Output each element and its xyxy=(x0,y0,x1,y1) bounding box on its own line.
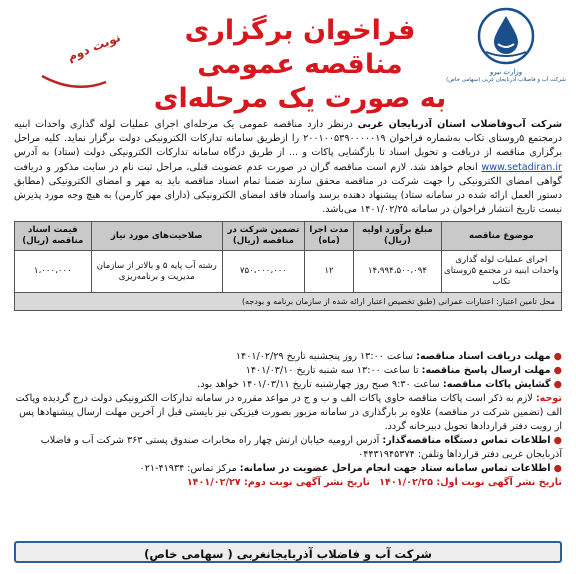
deadline-item xyxy=(14,350,562,364)
table-header: مدت اجرا (ماه) xyxy=(304,222,353,251)
bullet-icon: ● xyxy=(550,379,562,390)
intro-paragraph xyxy=(14,118,562,217)
table-header: مبلغ برآورد اولیه (ریال) xyxy=(354,222,442,251)
publish-dates xyxy=(14,476,562,490)
contact-label: اطلاعات تماس سامانه ستاد جهت انجام مراحل عضویت در سامانه: xyxy=(239,463,551,474)
table-header: تضمین شرکت در مناقصه (ریال) xyxy=(222,222,304,251)
table-row xyxy=(15,251,562,293)
company-label: شرکت آب و فاضلاب آذربایجان غربی (سهامی خاص) xyxy=(446,77,566,83)
deadline-text: ساعت ۹:۳۰ صبح روز چهارشنبه تاریخ ۱۴۰۱/۰۳/۱۱ خواهد بود. xyxy=(197,379,443,390)
water-drop-logo-icon xyxy=(476,6,536,66)
bullet-icon: ● xyxy=(550,365,562,376)
table-header: موضوع مناقصه xyxy=(441,222,561,251)
deadline-text: تا ساعت ۱۳:۰۰ سه شنبه تاریخ ۱۴۰۱/۰۳/۱۰ xyxy=(245,365,422,376)
table-footer-row xyxy=(15,293,562,311)
contact-item xyxy=(14,434,562,462)
publish-second: تاریخ نشر آگهی نوبت دوم: ۱۴۰۱/۰۲/۲۷ xyxy=(186,477,370,488)
table-cell: رشته آب پایه ۵ و بالاتر از سازمان مدیریت و برنامه‌ریزی xyxy=(91,251,222,293)
table-cell: ۷۵۰،۰۰۰،۰۰۰ xyxy=(222,251,304,293)
title-line-1: فراخوان برگزاری مناقصه عمومی xyxy=(184,15,416,80)
deadline-label: گشایش پاکات مناقصه: xyxy=(442,379,551,390)
intro-text-2: انجام خواهد شد. لازم است مناقصه گران در صورت عدم عضویت قبلی، مراحل ثبت نام در سایت مذکور و دریافت گواهی امضای الکترونیکی را جهت شرکت در مناقصه محقق سازند ضمنا تمام اسناد مناقصه باید به مهر و امضای الکترونیکی (مطابق دستور العمل ارائه شده در سامانه ستاد) پیشنهاد دهنده برسد واسناد فاقد امضای الکترونیکی (دارای مهر کارمن) به هیچ وجه مورد پذیرش نیست تاریخ انتشار فراخوان در سامانه ۱۴۰۱/۰۲/۲۵ می‌باشد. xyxy=(14,161,562,216)
ministry-label: وزارت نیرو xyxy=(489,68,523,76)
company-name: شرکت آب‌وفاضلاب استان آذربایجان غربی xyxy=(357,119,562,130)
deadline-label: مهلت ارسال پاسخ مناقصه: xyxy=(421,365,551,376)
deadline-label: مهلت دریافت اسناد مناقصه: xyxy=(416,351,551,362)
note-text: لازم به ذکر است پاکات مناقصه حاوی پاکات الف و ب و ج در مواعد مقرره در سامانه تدارکات الکترونیکی دولت درج گردیده وپاکت الف (تضمین شرکت در مناقصه) علاوه بر بارگذاری در سامانه مزبور بصورت فیزیکی نیز بایستی قبل از آخرین مهلت ارسال پیشنهادها پس از رویت دفتر قراردادها تحویل دبیرخانه گردد. xyxy=(15,393,562,432)
deadline-item xyxy=(14,378,562,392)
swoosh-icon xyxy=(40,72,110,92)
contact-item xyxy=(14,462,562,476)
publish-first: تاریخ نشر آگهی نوبت اول: ۱۴۰۱/۰۲/۲۵ xyxy=(379,477,562,488)
company-logo xyxy=(446,6,566,96)
second-round-badge: نوبت دوم xyxy=(65,30,123,64)
bullet-icon: ● xyxy=(550,351,562,362)
deadline-text: ساعت ۱۳:۰۰ روز پنجشنبه تاریخ ۱۴۰۱/۰۲/۲۹ xyxy=(235,351,417,362)
bullet-icon: ● xyxy=(550,435,562,446)
note-label: توجه: xyxy=(535,393,562,404)
page-title xyxy=(150,14,450,116)
table-cell: اجرای عملیات لوله گذاری واحدات ابنیه در مجتمع ۵روستای تکاب xyxy=(441,251,561,293)
table-cell: ۱،۰۰۰،۰۰۰ xyxy=(15,251,92,293)
deadline-item xyxy=(14,364,562,378)
table-cell: ۱۲ xyxy=(304,251,353,293)
bottom-banner: شرکت آب و فاضلاب آذربایجانغربی ( سهامی خاص) xyxy=(14,541,562,563)
contact-label: اطلاعات تماس دستگاه مناقصه‌گذار: xyxy=(382,435,551,446)
table-header: صلاحیت‌های مورد نیاز xyxy=(91,222,222,251)
tender-table xyxy=(14,221,562,311)
table-header: قیمت اسناد مناقصه (ریال) xyxy=(15,222,92,251)
details-section xyxy=(14,350,562,490)
contact-text: آدرس ارومیه خیابان ارتش چهار راه مخابرات صندوق پستی ۳۶۳ شرکت آب و فاضلاب آذربایجان غربی دفتر قرارداها وتلفن: ۰۴۴۳۱۹۴۵۳۷۴ xyxy=(40,435,562,460)
bullet-icon: ● xyxy=(550,463,562,474)
table-cell: ۱۴،۹۹۴،۵۰۰،۰۹۴ xyxy=(354,251,442,293)
setad-link[interactable]: www.setadiran.ir xyxy=(481,161,562,173)
table-header-row xyxy=(15,222,562,251)
funding-source: محل تامین اعتبار: اعتبارات عمرانی (طبق تخصیص اعتبار ارائه شده از سازمان برنامه و بودجه) xyxy=(15,293,562,311)
contact-text: مرکز تماس: ۴۱۹۳۴-۰۲۱ xyxy=(139,463,240,474)
title-line-2: به صورت یک مرحله‌ای xyxy=(153,83,447,114)
intro-text: درنظر دارد مناقصه عمومی یک مرحله‌ای اجرای عملیات لوله گذاری واحدات ابنیه درمجتمع ۵روستای تکاب به‌شماره فراخوان ۲۰۰۱۰۰۵۳۹۰۰۰۰۰۱۹ را ازطریق سامانه تدارکات الکترونیکی دولت برگزار نماید. کلیه مراحل برگزاری مناقصه از دریافت و تحویل اسناد تا بازگشایی پاکات و ... از طریق درگاه سامانه تدارکات الکترونیکی دولت (ستاد) به آدرس xyxy=(14,119,562,159)
note-paragraph xyxy=(14,392,562,434)
